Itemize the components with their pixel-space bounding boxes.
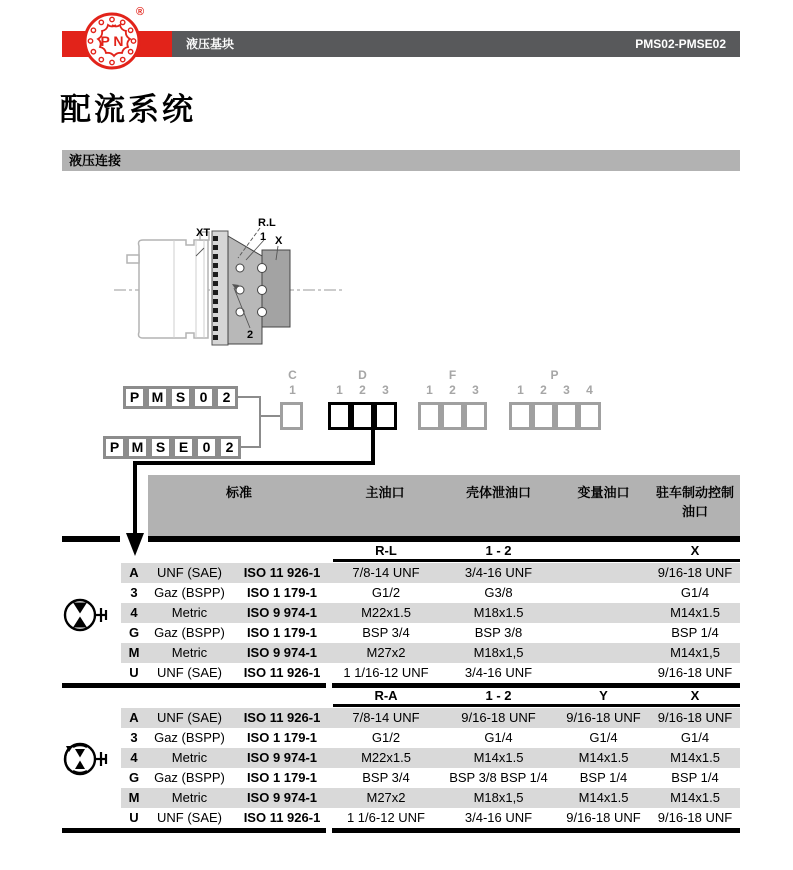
subheader-variable: Y bbox=[599, 688, 608, 703]
row-drain: M18x1,5 bbox=[473, 790, 524, 805]
row-code: M bbox=[128, 645, 140, 660]
table-row bbox=[121, 808, 740, 828]
col-header-drain-port: 壳体泄油口 bbox=[465, 485, 531, 500]
table-bottom-rule bbox=[332, 828, 740, 833]
table-row bbox=[121, 583, 740, 603]
connector-line bbox=[261, 415, 280, 417]
row-drain: 9/16-18 UNF bbox=[461, 710, 536, 725]
row-parking: M14x1,5 bbox=[670, 645, 720, 660]
row-parking: G1/4 bbox=[680, 730, 710, 745]
registered-trademark: ® bbox=[136, 6, 145, 18]
row-main: 1 1/16-12 UNF bbox=[343, 665, 429, 680]
table-row bbox=[121, 788, 740, 808]
col-header-variable-port: 变量油口 bbox=[577, 485, 630, 500]
row-iso: ISO 9 974-1 bbox=[246, 605, 318, 620]
table-row bbox=[121, 623, 740, 643]
row-code: 3 bbox=[130, 585, 138, 600]
row-iso: ISO 1 179-1 bbox=[246, 625, 318, 640]
connector-line bbox=[241, 446, 261, 448]
row-parking: M14x1.5 bbox=[670, 750, 720, 765]
row-iso: ISO 1 179-1 bbox=[246, 730, 318, 745]
code-slot-highlight bbox=[351, 402, 374, 430]
col-header-parking-port: 驻车制动控制 油口 bbox=[655, 485, 734, 519]
row-drain: G1/4 bbox=[484, 730, 513, 745]
table-row bbox=[121, 563, 740, 583]
code-slot bbox=[509, 402, 532, 430]
row-main: BSP 3/4 bbox=[362, 625, 410, 640]
diagram-label-2: 2 bbox=[247, 329, 254, 341]
row-main: 7/8-14 UNF bbox=[352, 710, 420, 725]
row-standard: UNF (SAE) bbox=[157, 710, 222, 725]
group-digit: 1 bbox=[517, 383, 524, 397]
pointer-line bbox=[133, 461, 137, 534]
row-code: A bbox=[129, 565, 139, 580]
row-parking: M14x1.5 bbox=[670, 605, 720, 620]
row-code: G bbox=[128, 625, 140, 640]
subheader-drain: 1 - 2 bbox=[485, 543, 512, 558]
col-header-standard: 标准 bbox=[225, 485, 252, 500]
header-product-family: 液压基块 bbox=[186, 37, 235, 51]
row-main: M22x1.5 bbox=[361, 605, 411, 620]
row-main: BSP 3/4 bbox=[362, 770, 410, 785]
code-slot bbox=[441, 402, 464, 430]
row-iso: ISO 9 974-1 bbox=[246, 645, 318, 660]
row-main: G1/2 bbox=[371, 585, 401, 600]
code-slot-highlight bbox=[328, 402, 351, 430]
row-iso: ISO 11 926-1 bbox=[243, 710, 321, 725]
fixed-motor-icon bbox=[60, 592, 112, 638]
row-parking: BSP 1/4 bbox=[671, 625, 719, 640]
code-slot bbox=[280, 402, 303, 430]
row-standard: Gaz (BSPP) bbox=[154, 770, 225, 785]
code-cell: 2 bbox=[215, 386, 238, 409]
row-parking: 9/16-18 UNF bbox=[657, 565, 733, 580]
row-code: U bbox=[129, 665, 139, 680]
row-standard: Gaz (BSPP) bbox=[154, 730, 225, 745]
pointer-line bbox=[371, 430, 375, 463]
code-cell: P bbox=[123, 386, 146, 409]
table-row bbox=[121, 663, 740, 683]
row-iso: ISO 1 179-1 bbox=[246, 585, 318, 600]
section-header bbox=[62, 150, 740, 171]
row-drain: BSP 3/8 bbox=[474, 625, 523, 640]
table-header bbox=[148, 475, 740, 537]
subheader-rule bbox=[333, 559, 740, 562]
subheader-rule bbox=[333, 704, 740, 707]
row-variable: 9/16-18 UNF bbox=[566, 710, 641, 725]
code-cell: E bbox=[172, 436, 195, 459]
row-drain: 3/4-16 UNF bbox=[464, 665, 533, 680]
row-drain: M14x1.5 bbox=[473, 750, 524, 765]
row-variable: 9/16-18 UNF bbox=[566, 810, 641, 825]
group-label: C bbox=[288, 368, 297, 382]
row-standard: UNF (SAE) bbox=[157, 810, 222, 825]
table-row bbox=[121, 728, 740, 748]
row-code: M bbox=[128, 790, 140, 805]
row-standard: Gaz (BSPP) bbox=[154, 625, 225, 640]
group-digit: 2 bbox=[359, 383, 366, 397]
subheader-parking: X bbox=[690, 543, 700, 558]
variable-motor-icon bbox=[60, 736, 112, 782]
group-digit: 2 bbox=[449, 383, 456, 397]
motor-distribution-diagram bbox=[112, 198, 347, 348]
row-variable: M14x1.5 bbox=[578, 750, 629, 765]
header-model-code: PMS02-PMSE02 bbox=[635, 37, 726, 51]
code-slot bbox=[464, 402, 487, 430]
row-iso: ISO 11 926-1 bbox=[243, 565, 321, 580]
code-slot bbox=[532, 402, 555, 430]
group-label: D bbox=[358, 368, 367, 382]
row-main: M27x2 bbox=[366, 790, 406, 805]
row-standard: Gaz (BSPP) bbox=[154, 585, 225, 600]
group-label: P bbox=[550, 368, 559, 382]
row-standard: Metric bbox=[171, 790, 208, 805]
subheader-main: R-L bbox=[375, 543, 397, 558]
row-drain: M18x1.5 bbox=[473, 605, 524, 620]
row-parking: 9/16-18 UNF bbox=[657, 710, 733, 725]
row-variable: BSP 1/4 bbox=[579, 770, 628, 785]
row-parking: G1/4 bbox=[680, 585, 710, 600]
table-row bbox=[121, 748, 740, 768]
code-cell: 2 bbox=[218, 436, 241, 459]
row-variable: M14x1.5 bbox=[578, 790, 629, 805]
diagram-label-x: X bbox=[275, 235, 283, 247]
subheader-drain: 1 - 2 bbox=[485, 688, 512, 703]
page-title: 配流系统 bbox=[60, 92, 196, 127]
row-standard: Metric bbox=[171, 750, 208, 765]
diagram-label-1: 1 bbox=[260, 231, 267, 243]
row-drain: BSP 3/8 BSP 1/4 bbox=[449, 770, 548, 785]
code-cell: M bbox=[146, 386, 169, 409]
group-digit: 3 bbox=[472, 383, 479, 397]
code-cell: P bbox=[103, 436, 126, 459]
col-header-main-port: 主油口 bbox=[365, 485, 405, 500]
row-iso: ISO 1 179-1 bbox=[246, 770, 318, 785]
table-row bbox=[121, 643, 740, 663]
row-main: M27x2 bbox=[366, 645, 406, 660]
group-digit: 3 bbox=[382, 383, 389, 397]
row-iso: ISO 9 974-1 bbox=[246, 750, 318, 765]
table-row bbox=[121, 708, 740, 728]
row-drain: 3/4-16 UNF bbox=[464, 810, 533, 825]
section-title: 液压连接 bbox=[69, 153, 122, 168]
group-digit: 1 bbox=[426, 383, 433, 397]
header-rule bbox=[62, 536, 120, 542]
row-main: 7/8-14 UNF bbox=[352, 565, 420, 580]
subheader-row bbox=[121, 542, 740, 560]
row-standard: UNF (SAE) bbox=[157, 565, 222, 580]
row-drain: G3/8 bbox=[484, 585, 513, 600]
group-digit: 2 bbox=[540, 383, 547, 397]
code-slot-highlight bbox=[374, 402, 397, 430]
subheader-parking: X bbox=[690, 688, 700, 703]
connector-line bbox=[238, 396, 261, 398]
code-slot bbox=[418, 402, 441, 430]
row-parking: M14x1.5 bbox=[670, 790, 720, 805]
row-code: 4 bbox=[130, 750, 138, 765]
row-drain: M18x1,5 bbox=[473, 645, 524, 660]
row-standard: Metric bbox=[171, 605, 208, 620]
row-iso: ISO 11 926-1 bbox=[243, 810, 321, 825]
header-bar bbox=[172, 31, 740, 57]
code-cell: 0 bbox=[195, 436, 218, 459]
group-digit: 4 bbox=[586, 383, 593, 397]
code-slot bbox=[555, 402, 578, 430]
group-label: F bbox=[448, 368, 457, 382]
row-main: M22x1.5 bbox=[361, 750, 411, 765]
group-digit: 1 bbox=[336, 383, 343, 397]
row-iso: ISO 9 974-1 bbox=[246, 790, 318, 805]
row-parking: 9/16-18 UNF bbox=[657, 810, 733, 825]
row-code: G bbox=[128, 770, 140, 785]
group-digit: 1 bbox=[289, 383, 296, 397]
code-cell: 0 bbox=[192, 386, 215, 409]
row-code: A bbox=[129, 710, 139, 725]
row-standard: UNF (SAE) bbox=[157, 665, 222, 680]
row-drain: 3/4-16 UNF bbox=[464, 565, 533, 580]
subheader-main: R-A bbox=[374, 688, 398, 703]
row-iso: ISO 11 926-1 bbox=[243, 665, 321, 680]
row-parking: BSP 1/4 bbox=[671, 770, 719, 785]
logo-letters: P N bbox=[100, 33, 124, 49]
subheader-row bbox=[121, 687, 740, 705]
diagram-label-xt: XT bbox=[196, 227, 211, 239]
table-row bbox=[121, 768, 740, 788]
row-main: 1 1/6-12 UNF bbox=[346, 810, 426, 825]
connector-line bbox=[259, 396, 261, 448]
table-row bbox=[121, 603, 740, 623]
diagram-label-rl: R.L bbox=[258, 217, 276, 229]
code-cell: S bbox=[169, 386, 192, 409]
group-digit: 3 bbox=[563, 383, 570, 397]
row-code: U bbox=[129, 810, 139, 825]
code-cell: S bbox=[149, 436, 172, 459]
row-code: 4 bbox=[130, 605, 138, 620]
row-code: 3 bbox=[130, 730, 138, 745]
row-variable: G1/4 bbox=[589, 730, 618, 745]
pointer-line bbox=[133, 461, 375, 465]
code-slot bbox=[578, 402, 601, 430]
row-parking: 9/16-18 UNF bbox=[657, 665, 733, 680]
row-standard: Metric bbox=[171, 645, 208, 660]
row-main: G1/2 bbox=[371, 730, 401, 745]
code-cell: M bbox=[126, 436, 149, 459]
table-bottom-rule bbox=[62, 828, 326, 833]
